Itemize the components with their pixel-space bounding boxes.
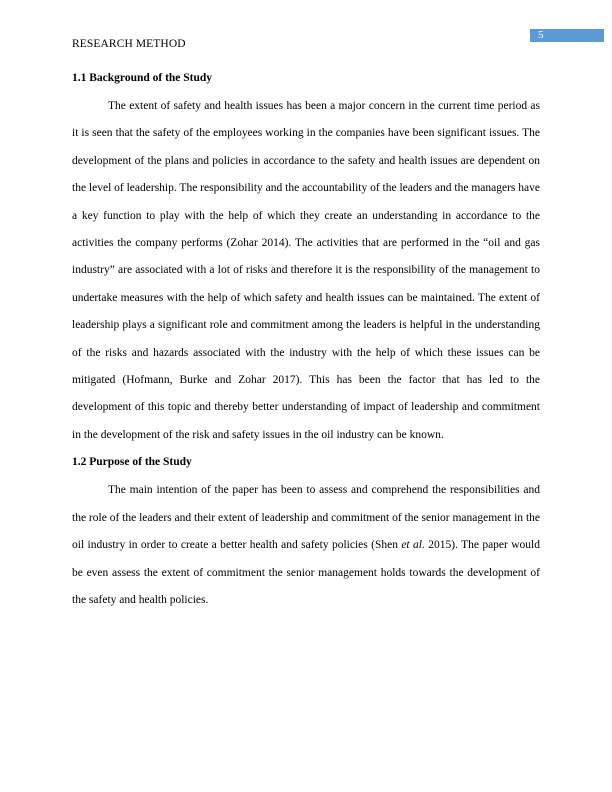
paragraph-purpose xyxy=(72,477,540,614)
section-heading-background: 1.1 Background of the Study xyxy=(72,72,213,84)
running-head: RESEARCH METHOD xyxy=(72,38,186,50)
page-number: 5 xyxy=(538,29,544,41)
paragraph-background: The extent of safety and health issues has been a major concern in the current time period as it is seen that the safety of the employees working in the companies have been significant issues. The development of the plans and policies in accordance to the safety and health issues are dependent on the level of leadership. The responsibility and the accountability of the leaders and the managers have a key function to play with the help of which they create an understanding in accordance to the activities the company performs (Zohar 2014). The activities that are performed in the “oil and gas industry” are associated with a lot of risks and therefore it is the responsibility of the management to undertake measures with the help of which safety and health issues can be maintained. The extent of leadership plays a significant role and commitment among the leaders is helpful in the understanding of the risks and hazards associated with the industry with the help of which these issues can be mitigated (Hofmann, Burke and Zohar 2017). This has been the factor that has led to the development of this topic and thereby better understanding of impact of leadership and commitment in the development of the risk and safety issues in the oil industry can be known. xyxy=(72,100,540,441)
section-heading-purpose: 1.2 Purpose of the Study xyxy=(72,456,192,469)
paragraph-purpose-text-1: The main intention of the paper has been to assess and comprehend the responsibilities and the role of the leaders and their extent of leadership and commitment of the senior management in the oil industry in order to create a better health and safety policies (Shen xyxy=(72,484,540,552)
paragraph-purpose-text-2: 2015). The paper would be even assess the extent of commitment the senior management holds towards the development of the safety and health policies. xyxy=(72,539,540,606)
document-body xyxy=(72,68,540,614)
paragraph-purpose-italic: et al. xyxy=(401,539,425,552)
page-number-box xyxy=(530,29,604,42)
